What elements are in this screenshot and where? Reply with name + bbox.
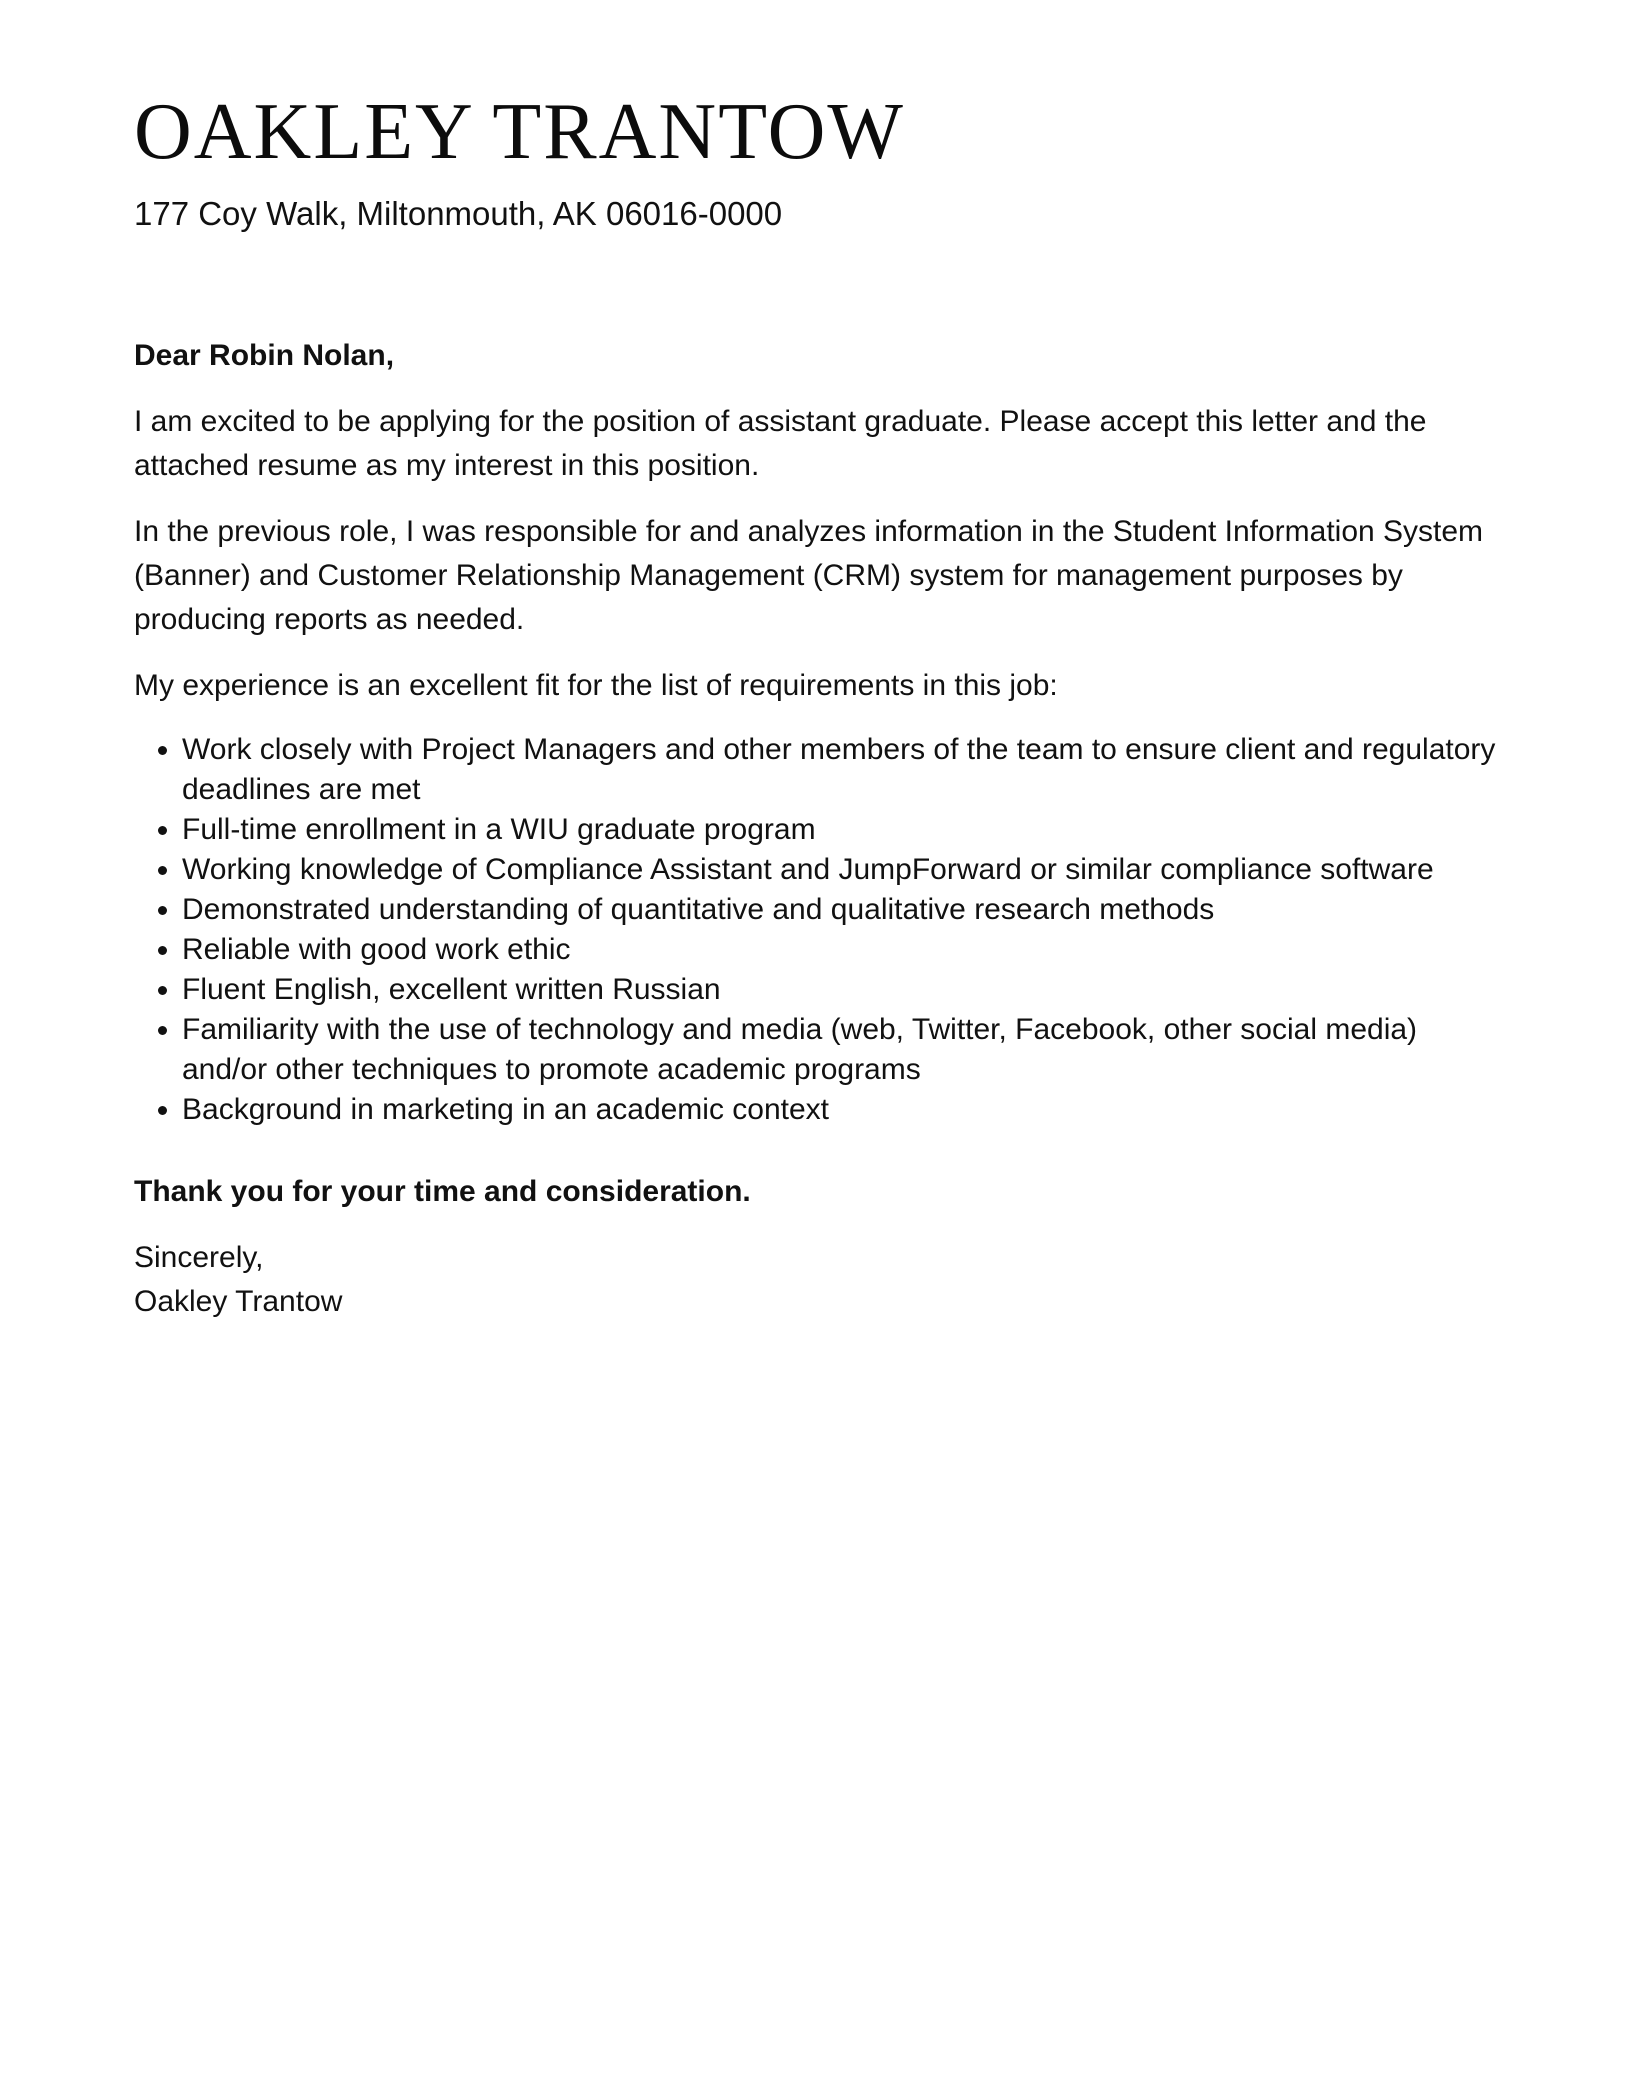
signature-name: Oakley Trantow	[134, 1285, 343, 1318]
list-item: • Background in marketing in an academic context	[182, 1090, 1504, 1130]
list-item: • Work closely with Project Managers and other members of the team to ensure client and regulatory deadlines are met	[182, 730, 1504, 810]
applicant-name: OAKLEY TRANTOW	[134, 88, 905, 176]
list-item: • Fluent English, excellent written Russian	[182, 970, 1504, 1010]
thanks-line: Thank you for your time and consideration.	[134, 1175, 751, 1208]
intro-paragraph: I am excited to be applying for the position of assistant graduate. Please accept this letter and the attached resume as my interest in this position.	[134, 405, 1427, 482]
greeting: Dear Robin Nolan,	[134, 339, 395, 372]
applicant-address: 177 Coy Walk, Miltonmouth, AK 06016-0000	[134, 195, 783, 232]
list-item: • Full-time enrollment in a WIU graduate program	[182, 810, 1504, 850]
list-item: • Working knowledge of Compliance Assistant and JumpForward or similar compliance software	[182, 850, 1504, 890]
closing-block	[134, 1236, 1504, 1324]
cover-letter	[134, 88, 1504, 1324]
list-item: • Reliable with good work ethic	[182, 930, 1504, 970]
list-item: • Demonstrated understanding of quantitative and qualitative research methods	[182, 890, 1504, 930]
requirements-intro: My experience is an excellent fit for the list of requirements in this job:	[134, 669, 1058, 702]
list-item: • Familiarity with the use of technology and media (web, Twitter, Facebook, other social media) and/or other techniques to promote academic programs	[182, 1010, 1504, 1090]
closing-salutation: Sincerely,	[134, 1241, 264, 1274]
requirements-list	[134, 730, 1504, 1130]
experience-paragraph: In the previous role, I was responsible for and analyzes information in the Student Information System (Banner) and Customer Relationship Management (CRM) system for management purposes by producing reports as needed.	[134, 515, 1484, 636]
